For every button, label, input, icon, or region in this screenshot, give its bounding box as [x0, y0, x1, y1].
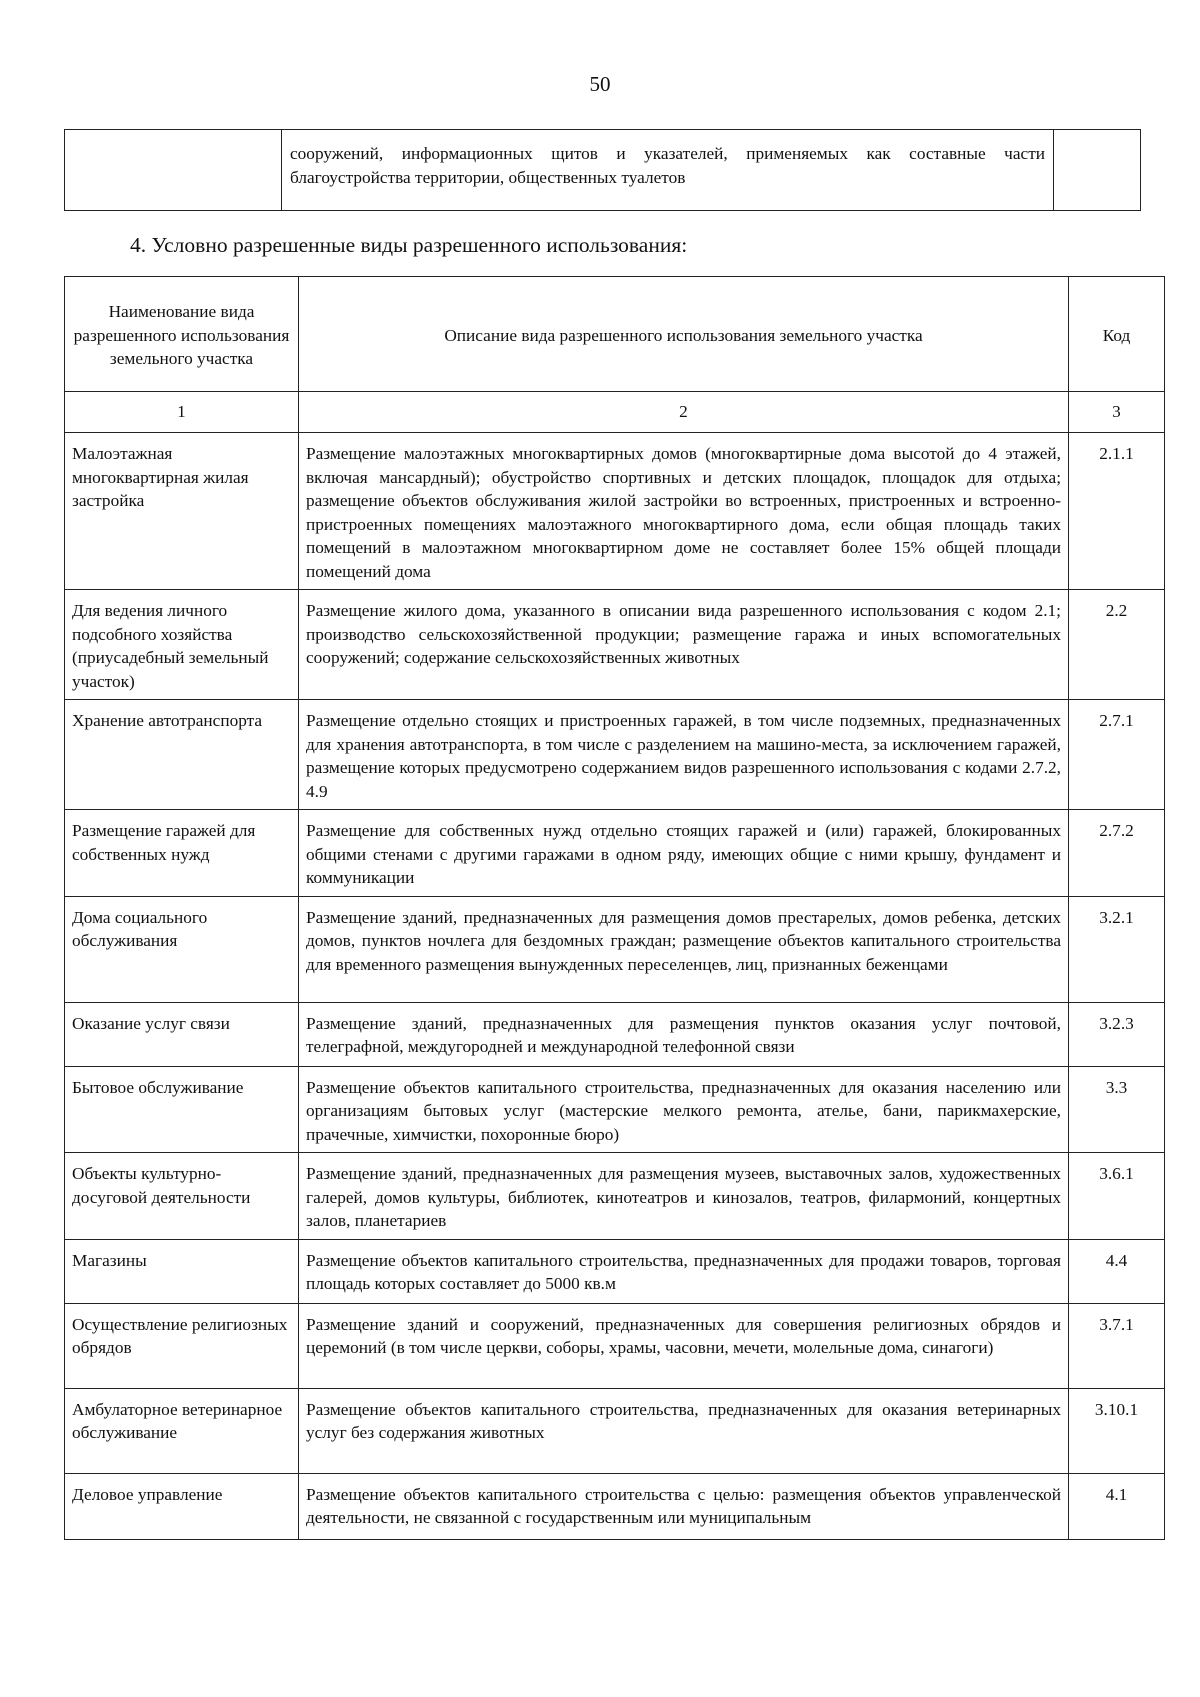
- use-description: Размещение зданий, предназначенных для размещения пунктов оказания услуг почтовой, телеграфной, междугородней и международной телефонной связи: [299, 1002, 1069, 1066]
- table-row: [65, 590, 1165, 700]
- column-number: 2: [299, 392, 1069, 433]
- use-code: 3.3: [1069, 1066, 1165, 1153]
- use-name: Деловое управление: [65, 1473, 299, 1539]
- table-row: [65, 130, 1141, 211]
- empty-cell: [65, 130, 282, 211]
- use-name: Хранение автотранспорта: [65, 700, 299, 810]
- use-description: Размещение жилого дома, указанного в описании вида разрешенного использования с кодом 2.1; производство сельскохозяйственной продукции; размещение гаража и иных вспомогательных сооружений; содержание сельскохозяйственных животных: [299, 590, 1069, 700]
- use-description: Размещение отдельно стоящих и пристроенных гаражей, в том числе подземных, предназначенных для хранения автотранспорта, в том числе с разделением на машино-места, за исключением гаражей, размещение которых предусмотрено содержанием видов разрешенного использования с кодами 2.7.2, 4.9: [299, 700, 1069, 810]
- empty-cell: [1054, 130, 1141, 211]
- section-heading: 4. Условно разрешенные виды разрешенного использования:: [130, 233, 688, 257]
- land-use-table: [64, 276, 1165, 1540]
- table-header-row: [65, 277, 1165, 392]
- use-code: 2.1.1: [1069, 433, 1165, 590]
- table-row: [65, 1153, 1165, 1240]
- use-code: 3.7.1: [1069, 1303, 1165, 1388]
- use-name: Оказание услуг связи: [65, 1002, 299, 1066]
- column-number-row: [65, 392, 1165, 433]
- table-row: [65, 1002, 1165, 1066]
- use-description: Размещение объектов капитального строительства, предназначенных для продажи товаров, торговая площадь которых составляет до 5000 кв.м: [299, 1239, 1069, 1303]
- use-name: Дома социального обслуживания: [65, 896, 299, 1002]
- use-description: Размещение для собственных нужд отдельно стоящих гаражей и (или) гаражей, блокированных общими стенами с другими гаражами в одном ряду, имеющих общие с ними крышу, фундамент и коммуникации: [299, 810, 1069, 897]
- continuation-table: [64, 129, 1141, 211]
- use-code: 3.6.1: [1069, 1153, 1165, 1240]
- page-number: 50: [589, 72, 611, 96]
- use-description: Размещение объектов капитального строительства, предназначенных для оказания населению или организациям бытовых услуг (мастерские мелкого ремонта, ателье, бани, парикмахерские, прачечные, химчистки, похоронные бюро): [299, 1066, 1069, 1153]
- use-description: Размещение объектов капитального строительства с целью: размещения объектов управленческой деятельности, не связанной с государственным или муниципальным: [299, 1473, 1069, 1539]
- header-description: Описание вида разрешенного использования земельного участка: [299, 277, 1069, 392]
- use-code: 2.7.1: [1069, 700, 1165, 810]
- table-row: [65, 1066, 1165, 1153]
- table-row: [65, 1388, 1165, 1473]
- use-description: Размещение объектов капитального строительства, предназначенных для оказания ветеринарных услуг без содержания животных: [299, 1388, 1069, 1473]
- column-number: 3: [1069, 392, 1165, 433]
- use-code: 2.2: [1069, 590, 1165, 700]
- use-code: 4.1: [1069, 1473, 1165, 1539]
- table-row: [65, 433, 1165, 590]
- use-name: Осуществление религиозных обрядов: [65, 1303, 299, 1388]
- use-code: 3.2.3: [1069, 1002, 1165, 1066]
- use-name: Амбулаторное ветеринарное обслуживание: [65, 1388, 299, 1473]
- use-name: Малоэтажная многоквартирная жилая застройка: [65, 433, 299, 590]
- use-name: Объекты культурно-досуговой деятельности: [65, 1153, 299, 1240]
- use-code: 3.2.1: [1069, 896, 1165, 1002]
- use-code: 3.10.1: [1069, 1388, 1165, 1473]
- column-number: 1: [65, 392, 299, 433]
- use-description: Размещение зданий, предназначенных для размещения домов престарелых, домов ребенка, детских домов, пунктов ночлега для бездомных граждан; размещение объектов капитального строительства для временного размещения вынужденных переселенцев, лиц, признанных беженцами: [299, 896, 1069, 1002]
- table-row: [65, 896, 1165, 1002]
- use-code: 2.7.2: [1069, 810, 1165, 897]
- use-description: Размещение зданий и сооружений, предназначенных для совершения религиозных обрядов и церемоний (в том числе церкви, соборы, храмы, часовни, мечети, молельные дома, синагоги): [299, 1303, 1069, 1388]
- table-row: [65, 810, 1165, 897]
- header-name: Наименование вида разрешенного использования земельного участка: [65, 277, 299, 392]
- use-name: Бытовое обслуживание: [65, 1066, 299, 1153]
- table-row: [65, 700, 1165, 810]
- use-name: Магазины: [65, 1239, 299, 1303]
- use-code: 4.4: [1069, 1239, 1165, 1303]
- continuation-description: сооружений, информационных щитов и указателей, применяемых как составные части благоустройства территории, общественных туалетов: [282, 130, 1054, 211]
- use-description: Размещение зданий, предназначенных для размещения музеев, выставочных залов, художественных галерей, домов культуры, библиотек, кинотеатров и кинозалов, театров, филармоний, концертных залов, планетариев: [299, 1153, 1069, 1240]
- table-row: [65, 1473, 1165, 1539]
- header-code: Код: [1069, 277, 1165, 392]
- use-description: Размещение малоэтажных многоквартирных домов (многоквартирные дома высотой до 4 этажей, включая мансардный); обустройство спортивных и детских площадок, площадок для отдыха; размещение объектов обслуживания жилой застройки во встроенных, пристроенных и встроенно-пристроенных помещениях малоэтажного многоквартирного дома, если общая площадь таких помещений в малоэтажном многоквартирном доме не составляет более 15% общей площади помещений дома: [299, 433, 1069, 590]
- table-row: [65, 1239, 1165, 1303]
- use-name: Размещение гаражей для собственных нужд: [65, 810, 299, 897]
- table-row: [65, 1303, 1165, 1388]
- use-name: Для ведения личного подсобного хозяйства (приусадебный земельный участок): [65, 590, 299, 700]
